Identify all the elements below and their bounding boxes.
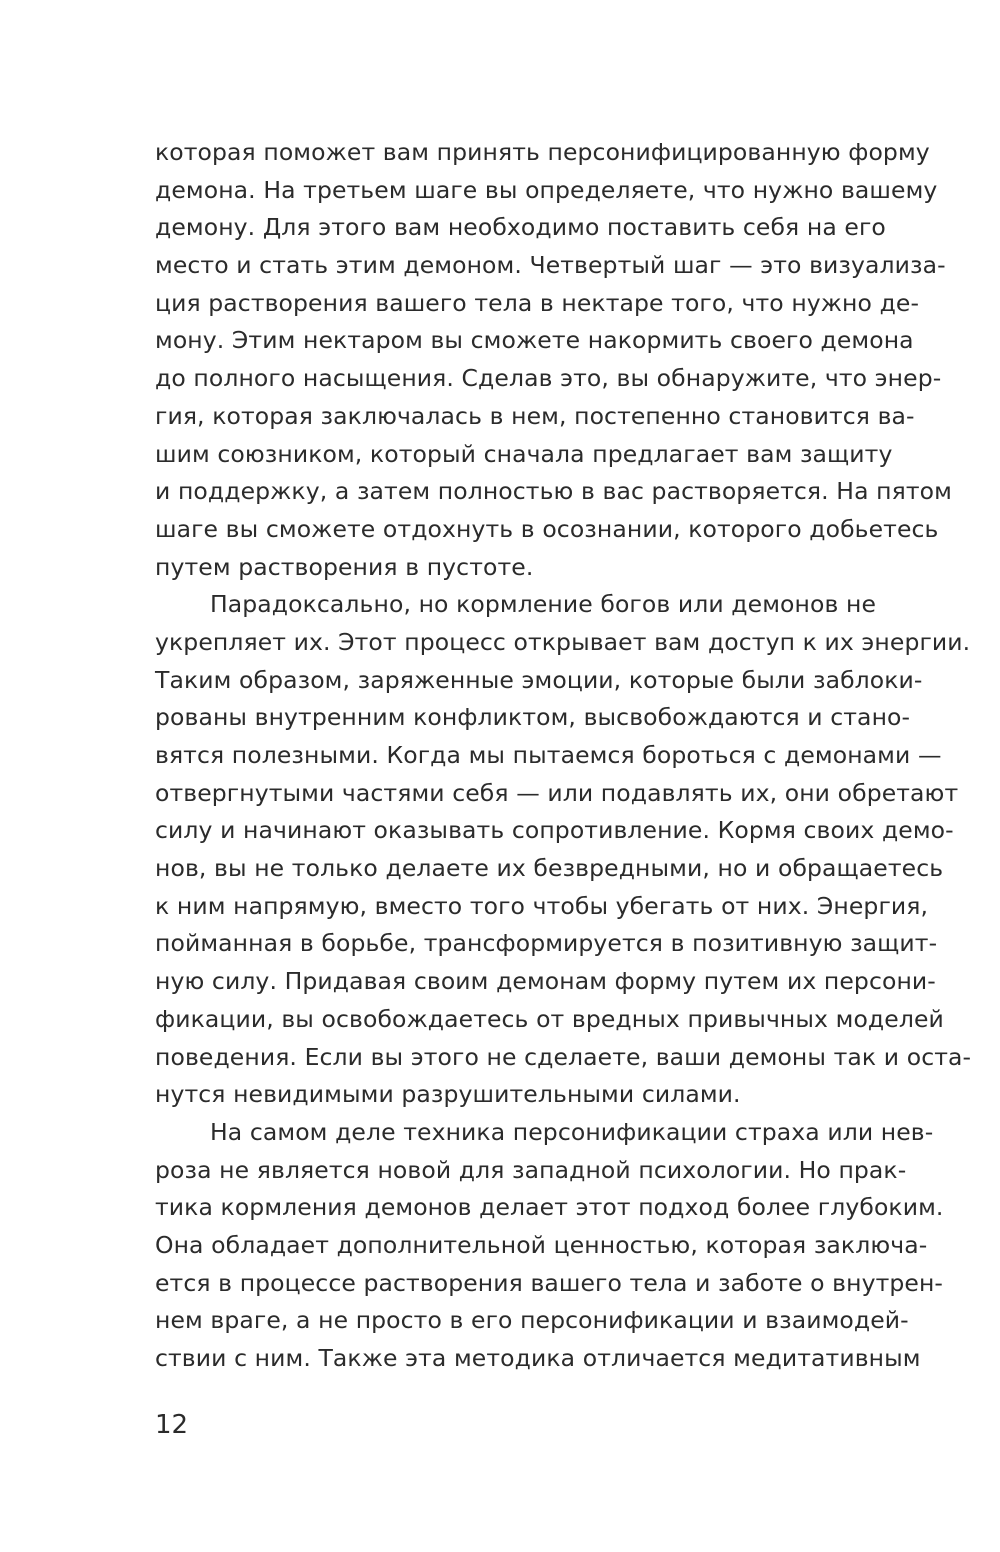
text-line: фикации, вы освобождаетесь от вредных привычных моделей	[155, 1004, 944, 1033]
text-line: путем растворения в пустоте.	[155, 552, 534, 581]
text-line: нутся невидимыми разрушительными силами.	[155, 1080, 741, 1109]
text-line: нем враге, а не просто в его персонификации и взаимодей-	[155, 1306, 909, 1335]
text-line: роза не является новой для западной психологии. Но прак-	[155, 1155, 907, 1184]
text-line: мону. Этим нектаром вы сможете накормить своего демона	[155, 326, 914, 355]
text-line: шим союзником, который сначала предлагает вам защиту	[155, 439, 893, 468]
text-line: поведения. Если вы этого не сделаете, ваши демоны так и оста-	[155, 1042, 972, 1071]
text-line: На самом деле техника персонификации страха или нев-	[210, 1117, 934, 1146]
text-line: к ним напрямую, вместо того чтобы убегать от них. Энергия,	[155, 891, 929, 920]
paragraph-3	[155, 1114, 944, 1378]
text-line: отвергнутыми частями себя — или подавлять их, они обретают	[155, 778, 959, 807]
page-number: 12	[155, 1410, 189, 1440]
text-line: и поддержку, а затем полностью в вас растворяется. На пятом	[155, 477, 952, 506]
text-line: ется в процессе растворения вашего тела и заботе о внутрен-	[155, 1268, 943, 1297]
text-line: которая поможет вам принять персонифицированную форму	[155, 138, 930, 166]
text-line: пойманная в борьбе, трансформируется в позитивную защит-	[155, 929, 938, 958]
text-line: нов, вы не только делаете их безвредными, но и обращаетесь	[155, 854, 944, 883]
paragraph-1	[155, 134, 952, 586]
text-line: укрепляет их. Этот процесс открывает вам доступ к их энергии.	[155, 627, 971, 656]
text-line: до полного насыщения. Сделав это, вы обнаружите, что энер-	[155, 364, 942, 393]
text-line: Таким образом, заряженные эмоции, которые были заблоки-	[155, 665, 923, 694]
text-line: рованы внутренним конфликтом, высвобождаются и стано-	[155, 703, 911, 732]
text-line: Она обладает дополнительной ценностью, которая заключа-	[155, 1230, 928, 1259]
text-line: ция растворения вашего тела в нектаре того, что нужно де-	[155, 288, 920, 317]
paragraph-2	[155, 586, 972, 1114]
text-line: демону. Для этого вам необходимо поставить себя на его	[155, 213, 886, 242]
text-line: место и стать этим демоном. Четвертый шаг — это визуализа-	[155, 251, 946, 280]
text-line: гия, которая заключалась в нем, постепенно становится ва-	[155, 401, 915, 430]
text-line: тика кормления демонов делает этот подход более глубоким.	[155, 1193, 944, 1222]
text-line: силу и начинают оказывать сопротивление. Кормя своих демо-	[155, 816, 954, 845]
text-line: вятся полезными. Когда мы пытаемся бороться с демонами —	[155, 741, 942, 769]
page-text	[155, 134, 972, 1378]
text-line: ную силу. Придавая своим демонам форму путем их персони-	[155, 967, 936, 996]
text-line: шаге вы сможете отдохнуть в осознании, которого добьетесь	[155, 514, 939, 543]
text-line: демона. На третьем шаге вы определяете, что нужно вашему	[155, 175, 938, 204]
text-line: ствии с ним. Также эта методика отличается медитативным	[155, 1344, 921, 1372]
text-line: Парадоксально, но кормление богов или демонов не	[210, 590, 877, 619]
